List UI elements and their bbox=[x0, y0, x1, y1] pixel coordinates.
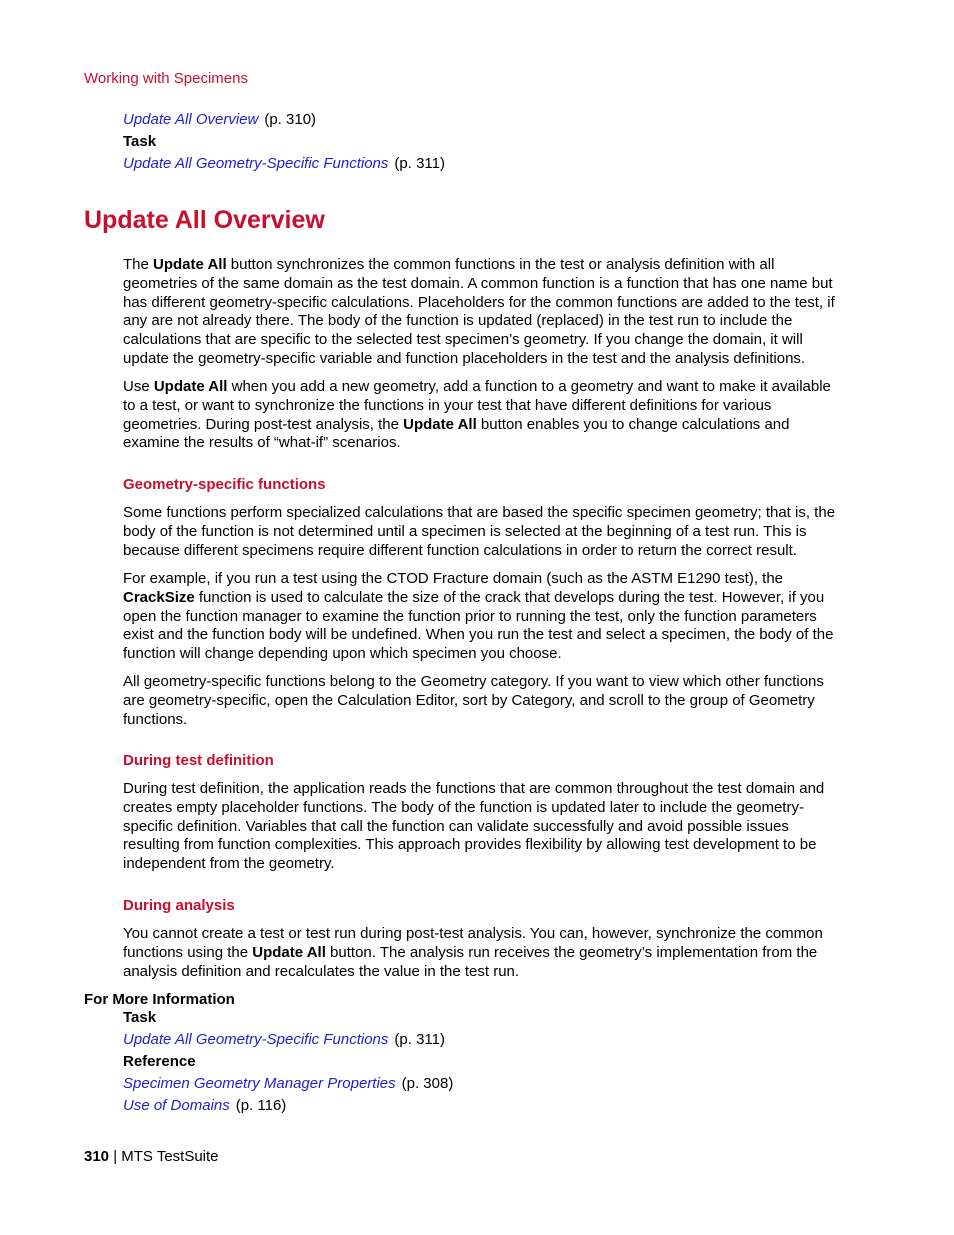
analysis-heading: During analysis bbox=[123, 897, 235, 914]
more-info-ref-link-1 bbox=[123, 1074, 453, 1094]
section-title: Update All Overview bbox=[84, 206, 325, 234]
overview-paragraph-2: Use Update All when you add a new geometry, add a function to a geometry and want to make it available to a test, or want to synchronize the functions in your test that have different definitions for various geometries. During post-test analysis, the Update All button enables you to change calculations and examine the results of “what-if” scenarios. bbox=[123, 378, 831, 452]
page-reference: (p. 311) bbox=[394, 1031, 445, 1048]
related-link-update-all-overview bbox=[123, 110, 316, 130]
geometry-paragraph-3: All geometry-specific functions belong to the Geometry category. If you want to view which other functions are geometry-specific, open the Calculation Editor, sort by Category, and scroll to the group of Geometry functions. bbox=[123, 673, 824, 728]
update-all-overview-link[interactable]: Update All Overview bbox=[123, 111, 259, 128]
test-definition-paragraph: During test definition, the application reads the functions that are common throughout the test domain and creates empty placeholder functions. The body of the function is updated later to include the geometry-specific definition. Variables that call the function can validate successfully and avoid possible issues resulting from function complexities. This approach provides flexibility by allowing test development to be independent from the geometry. bbox=[123, 780, 825, 873]
more-info-task-link bbox=[123, 1030, 445, 1050]
geometry-paragraph-1: Some functions perform specialized calculations that are based the specific specimen geometry; that is, the body of the function is not determined until a specimen is selected at the beginning of a test run. This is because different specimens require different function calculations in order to return the correct result. bbox=[123, 504, 836, 559]
page-reference: (p. 308) bbox=[401, 1075, 454, 1092]
specimen-geometry-manager-link[interactable]: Specimen Geometry Manager Properties bbox=[123, 1075, 396, 1092]
running-header: Working with Specimens bbox=[84, 70, 248, 87]
update-all-geometry-functions-link[interactable]: Update All Geometry-Specific Functions bbox=[123, 155, 389, 172]
product-name: MTS TestSuite bbox=[121, 1148, 219, 1165]
related-link-geometry-functions bbox=[123, 154, 445, 174]
use-of-domains-link[interactable]: Use of Domains bbox=[123, 1097, 230, 1114]
geometry-specific-heading: Geometry-specific functions bbox=[123, 476, 326, 493]
footer-separator: | bbox=[109, 1148, 122, 1165]
more-info-ref-link-2 bbox=[123, 1096, 286, 1116]
page-footer bbox=[84, 1148, 219, 1165]
page-reference: (p. 310) bbox=[264, 111, 317, 128]
analysis-paragraph: You cannot create a test or test run during post-test analysis. You can, however, synchronize the common functions using the Update All button. The analysis run receives the geometry’s implementation from the analysis definition and recalculates the value in the test run. bbox=[123, 925, 823, 980]
page-reference: (p. 311) bbox=[394, 155, 445, 172]
overview-paragraph-1: The Update All button synchronizes the common functions in the test or analysis definition with all geometries of the same domain as the test domain. A common function is a function that has one name but has different geometry-specific calculations. Placeholders for the common functions are added to the test, if any are not already there. The body of the function is updated (replaced) in the test run to include the calculations that are specific to the selected test specimen’s geometry. If you change the domain, it will update the geometry-specific variable and function placeholders in the test and the analysis definitions. bbox=[123, 256, 835, 367]
task-label: Task bbox=[123, 133, 157, 150]
more-info-task-label: Task bbox=[123, 1009, 157, 1026]
page-reference: (p. 116) bbox=[235, 1097, 287, 1114]
reference-label: Reference bbox=[123, 1053, 196, 1070]
geometry-paragraph-2: For example, if you run a test using the CTOD Fracture domain (such as the ASTM E1290 test), the CrackSize function is used to calculate the size of the crack that develops during the test. However, if you open the function manager to examine the function prior to running the test, only the function parameters exist and the function body will be undefined. When you run the test and select a specimen, the body of the function will change depending upon which specimen you choose. bbox=[123, 570, 834, 663]
page-number: 310 bbox=[84, 1148, 110, 1165]
geometry-functions-link[interactable]: Update All Geometry-Specific Functions bbox=[123, 1031, 389, 1048]
test-definition-heading: During test definition bbox=[123, 752, 274, 769]
more-info-heading: For More Information bbox=[84, 991, 235, 1008]
